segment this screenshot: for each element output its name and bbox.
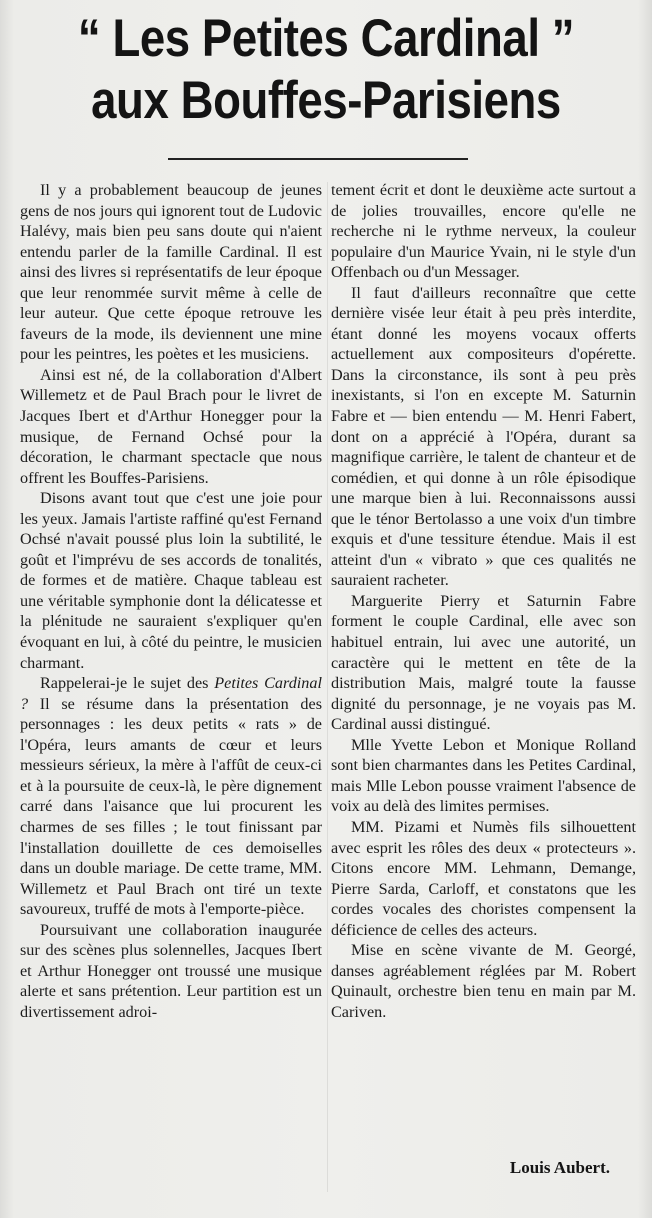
paragraph-4-end: Il se résume dans la présentation des personnages : les deux petits « rats » de l'Opéra, leurs amants de cœur et leurs messieurs sérieux, la mère à l'affût de ceux-ci et à la poursuite de ceux-là, le père dignement carré dans l'aisance que lui procurent les charmes de ses filles ; le tout finissant par l'installation douillette de ces demoiselles dans un double mariage. De cette trame, MM. Willemetz et Paul Brach ont tiré un texte savoureux, truffé de mots à l'emporte-pièce. <box>20 694 322 919</box>
paragraph-5: Poursuivant une collaboration inaugurée sur des scènes plus solennelles, Jacques Ibert et Arthur Honegger ont troussé une musique alerte et sans prétention. Leur partition est un divertissement adroi- <box>20 920 322 1021</box>
title-rule <box>168 158 468 160</box>
paragraph-2: Ainsi est né, de la collaboration d'Albert Willemetz et de Paul Brach pour le livret de Jacques Ibert et d'Arthur Honegger pour la musique, de Fernand Ochsé pour la décoration, le charmant spectacle que nous offrent les Bouffes-Parisiens. <box>20 365 322 487</box>
paragraph-5-continued: tement écrit et dont le deuxième acte surtout a de jolies trouvailles, encore qu'elle ne recherche ni le rythme nerveux, la couleur populaire d'un Maurice Yvain, ni le style d'un Offenbach ou d'un Messager. <box>331 181 636 282</box>
paragraph-4-play-title: Petites Cardinal ? <box>20 674 322 713</box>
article-title <box>46 8 607 132</box>
paragraph-9: MM. Pizami et Numès fils silhouettent avec esprit les rôles des deux « protecteurs ». Citons encore MM. Lehmann, Demange, Pierre Sarda, Carloff, et constatons que les cordes vocales des choristes compensent la déficience de celles des acteurs. <box>331 817 636 939</box>
column-separator <box>327 182 328 1192</box>
paragraph-1: Il y a probablement beaucoup de jeunes gens de nos jours qui ignorent tout de Ludovic Halévy, mais bien peu sans doute qui n'aient entendu parler de la famille Cardinal. Il est ainsi des livres si représentatifs de leur époque que leur renommée survit même à celle de leur auteur. Que cette époque retrouve les faveurs de la mode, ils deviennent une mine pour les peintres, les poètes et les musiciens. <box>20 181 322 364</box>
title-line-1: “ Les Petites Cardinal ” <box>77 9 575 68</box>
title-line-2: aux Bouffes-Parisiens <box>91 71 561 130</box>
paragraph-4-start: Rappelerai-je le sujet des <box>40 674 215 693</box>
paragraph-6: Il faut d'ailleurs reconnaître que cette dernière visée leur était à peu près interdite, étant donné les moyens vocaux offerts actuellement aux compositeurs d'opérette. Dans la circonstance, ils sont à peu près inexistants, si l'on en excepte M. Saturnin Fabre et — bien entendu — M. Henri Fabert, dont on a apprécié à l'Opéra, durant sa magnifique carrière, le talent de chanteur et de comédien, et qui donne à un rôle épisodique une marque bien à lui. Reconnaissons aussi que le ténor Bertolasso a une voix d'un timbre exquis et d'une tessiture étendue. Mais il est atteint d'un « vibrato » que ces qualités ne sauraient racheter. <box>331 283 636 590</box>
paragraph-8: Mlle Yvette Lebon et Monique Rolland sont bien charmantes dans les Petites Cardinal, mais Mlle Lebon pousse vraiment l'absence de voix au delà des limites permises. <box>331 735 636 816</box>
paragraph-7: Marguerite Pierry et Saturnin Fabre forment le couple Cardinal, elle avec son habituel entrain, lui avec une autorité, un caractère qui le mettent en tête de la distribution Mais, malgré toute la fausse dignité du personnage, je ne voyais pas M. Cardinal aussi distingué. <box>331 591 636 734</box>
left-column <box>20 180 322 1022</box>
paragraph-3: Disons avant tout que c'est une joie pour les yeux. Jamais l'artiste raffiné qu'est Fernand Ochsé n'avait poussé plus loin la subtilité, le goût et l'imprévu de ses accords de tonalités, de formes et de matière. Chaque tableau est une véritable symphonie dont la délicatesse et la plénitude ne sauraient s'expliquer qu'en évoquant en lui, à côté du peintre, le musicien charmant. <box>20 489 322 672</box>
paragraph-10: Mise en scène vivante de M. Georgé, danses agréablement réglées par M. Robert Quinault, orchestre bien tenu en main par M. Cariven. <box>331 941 636 1021</box>
right-column <box>331 180 636 1022</box>
paragraph-4 <box>20 673 322 920</box>
author-signature: Louis Aubert. <box>509 1158 610 1177</box>
